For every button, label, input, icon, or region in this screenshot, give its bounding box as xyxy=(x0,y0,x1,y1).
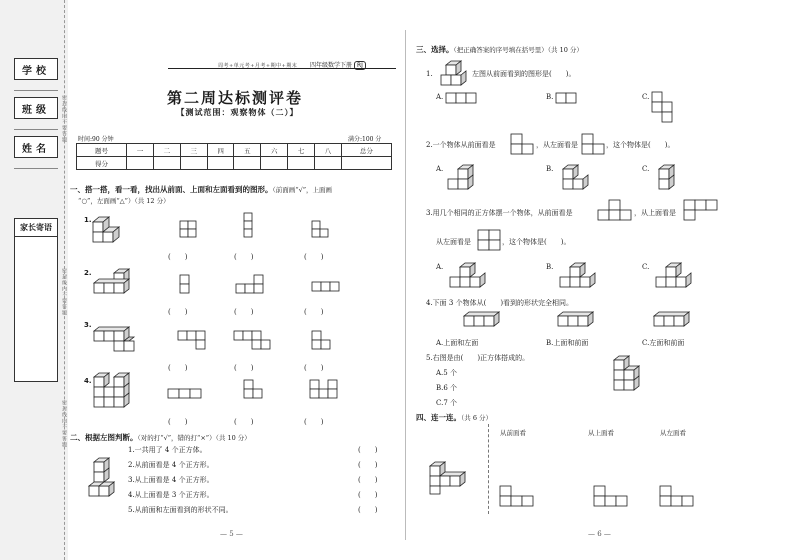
statement-text: 5.从前面和左面看到的形状不同。 xyxy=(128,506,233,514)
school-label: 学校 xyxy=(14,58,58,80)
option-letter[interactable]: C. xyxy=(642,165,650,173)
section2-title xyxy=(70,432,251,443)
section4-note: （共 6 分） xyxy=(461,414,493,422)
option-text[interactable]: B.6 个 xyxy=(436,384,458,392)
section4-title-text: 四、连一连。 xyxy=(416,413,461,422)
option-figure xyxy=(556,93,580,105)
view-figure xyxy=(511,134,537,156)
question-number: 1. xyxy=(426,70,433,78)
test-scope: 【测试范围：观察物体（二）】 xyxy=(176,107,299,117)
judge-paren[interactable]: ( ) xyxy=(358,491,378,499)
matching-divider xyxy=(488,424,489,514)
score-cell: 三 xyxy=(180,144,207,157)
question-text: 左图从前面看到的图形是( )。 xyxy=(472,70,576,78)
judge-paren[interactable]: ( ) xyxy=(358,476,378,484)
solid-figure xyxy=(92,372,138,410)
view-figure xyxy=(312,221,336,237)
score-table-header-row xyxy=(77,144,392,157)
question-text: ，从上面看是 xyxy=(634,209,676,217)
class-label: 班级 xyxy=(14,97,58,119)
option-letter[interactable]: A. xyxy=(436,93,444,101)
question-text: ，这个物体是( )。 xyxy=(502,238,571,246)
section3-title xyxy=(416,44,583,55)
page-title: 第二周达标测评卷 xyxy=(166,89,303,107)
view-figure xyxy=(178,331,208,351)
question-text: 2.一个物体从前面看是 xyxy=(426,141,496,149)
score-cell: 题号 xyxy=(77,144,127,157)
score-cell: 总分 xyxy=(341,144,391,157)
score-cell: 四 xyxy=(207,144,234,157)
option-figure xyxy=(556,262,602,292)
view-figure xyxy=(684,200,724,222)
answer-paren[interactable]: ( ) xyxy=(304,253,324,261)
view-figure xyxy=(598,200,638,222)
item-number: 3. xyxy=(84,321,92,329)
answer-paren[interactable]: ( ) xyxy=(234,364,254,372)
item-number: 4. xyxy=(84,377,92,385)
option-letter[interactable]: A. xyxy=(436,165,444,173)
score-input[interactable] xyxy=(127,157,154,170)
section1-note2: “○”，左面画“△”）（共 12 分） xyxy=(78,197,170,205)
solid-figure xyxy=(606,354,650,400)
answer-paren[interactable]: ( ) xyxy=(168,308,188,316)
score-input[interactable] xyxy=(315,157,342,170)
parent-notes-label: 家长寄语 xyxy=(20,223,52,232)
solid-figure xyxy=(462,310,508,332)
score-input[interactable] xyxy=(153,157,180,170)
judge-paren[interactable]: ( ) xyxy=(358,506,378,514)
item-number: 2. xyxy=(84,269,92,277)
score-input[interactable] xyxy=(341,157,391,170)
view-figure xyxy=(310,380,340,400)
edition-tag: RJ xyxy=(354,61,366,70)
option-figure xyxy=(446,93,480,105)
cut-text: 密封线内不要答题 xyxy=(61,268,67,316)
view-figure xyxy=(236,275,272,299)
option-letter[interactable]: A. xyxy=(436,263,444,271)
option-figure xyxy=(652,262,698,292)
solid-figure xyxy=(438,60,470,86)
view-figure xyxy=(234,331,274,351)
solid-figure xyxy=(92,268,138,298)
question-text: 3.用几个相同的正方体摆一个物体，从前面看是 xyxy=(426,209,573,217)
score-row-label: 得分 xyxy=(77,157,127,170)
time-info: 时间:90 分钟 xyxy=(78,136,114,143)
option-letter[interactable]: B. xyxy=(546,263,554,271)
answer-paren[interactable]: ( ) xyxy=(168,364,188,372)
solid-figure xyxy=(86,456,118,502)
grade-book-label: 四年级数学下册 xyxy=(310,62,353,69)
answer-paren[interactable]: ( ) xyxy=(234,418,254,426)
question-text: 从左面看是 xyxy=(436,238,471,246)
statement-text: 4.从上面看是 3 个正方形。 xyxy=(128,491,214,499)
answer-paren[interactable]: ( ) xyxy=(304,308,324,316)
answer-paren[interactable]: ( ) xyxy=(168,253,188,261)
view-figure xyxy=(478,230,504,252)
view-figure xyxy=(594,486,630,510)
view-figure xyxy=(582,134,608,156)
option-letter[interactable]: C. xyxy=(642,93,650,101)
section2-note: （对的打“√”，错的打“×”）（共 10 分） xyxy=(137,434,251,442)
binding-strip xyxy=(0,0,68,560)
option-figure xyxy=(446,262,492,292)
view-figure xyxy=(180,275,194,299)
score-cell: 五 xyxy=(234,144,261,157)
answer-paren[interactable]: ( ) xyxy=(234,308,254,316)
score-input[interactable] xyxy=(234,157,261,170)
page-number: — 5 — xyxy=(220,530,243,538)
question-text: 5.右图是由( )正方体搭成的。 xyxy=(426,354,530,362)
score-input[interactable] xyxy=(288,157,315,170)
name-field[interactable] xyxy=(14,168,58,169)
name-label: 姓名 xyxy=(14,136,58,158)
parent-notes-box[interactable] xyxy=(14,218,58,382)
statement-text: 2.从前面看是 4 个正方形。 xyxy=(128,461,214,469)
answer-paren[interactable]: ( ) xyxy=(304,364,324,372)
answer-paren[interactable]: ( ) xyxy=(234,253,254,261)
cut-line xyxy=(64,0,65,560)
answer-paren[interactable]: ( ) xyxy=(304,418,324,426)
column-header: 从前面看 xyxy=(500,429,526,437)
score-cell: 二 xyxy=(153,144,180,157)
option-text[interactable]: C.7 个 xyxy=(436,399,458,407)
view-figure xyxy=(660,486,696,510)
score-cell: 一 xyxy=(127,144,154,157)
score-cell: 七 xyxy=(288,144,315,157)
score-input[interactable] xyxy=(207,157,234,170)
page-divider xyxy=(405,30,406,540)
section3-note: （把正确答案的序号填在括号里）（共 10 分） xyxy=(453,46,583,54)
school-field[interactable] xyxy=(14,90,58,91)
option-letter[interactable]: B. xyxy=(546,93,554,101)
option-figure xyxy=(652,92,676,128)
option-text[interactable]: A.5 个 xyxy=(436,369,457,377)
view-figure xyxy=(180,221,200,237)
section1-title-text: 一、搭一搭，看一看，找出从前面、上面和左面看到的图形。 xyxy=(70,185,273,194)
section4-title xyxy=(416,412,492,423)
answer-paren[interactable]: ( ) xyxy=(168,418,188,426)
statement-text: 3.从上面看是 4 个正方形。 xyxy=(128,476,214,484)
score-input[interactable] xyxy=(180,157,207,170)
class-field[interactable] xyxy=(14,129,58,130)
notes-divider xyxy=(15,236,57,237)
statement-text: 1.一共用了 4 个正方体。 xyxy=(128,446,207,454)
page-number: — 6 — xyxy=(588,530,611,538)
header-rule xyxy=(168,68,396,69)
option-text[interactable]: C.左面和前面 xyxy=(642,339,685,347)
section3-title-text: 三、选择。 xyxy=(416,45,454,54)
score-cell: 八 xyxy=(315,144,342,157)
view-figure xyxy=(244,213,254,237)
option-figure xyxy=(556,164,592,194)
column-header: 从上面看 xyxy=(588,429,614,437)
solid-figure xyxy=(90,213,130,247)
cut-text: 密封线内不要答题 xyxy=(61,95,67,143)
solid-figure xyxy=(428,460,478,496)
score-table-score-row xyxy=(77,157,392,170)
full-score: 满分:100 分 xyxy=(348,136,382,143)
section2-title-text: 二、根据左图判断。 xyxy=(70,433,138,442)
view-figure xyxy=(500,486,536,510)
option-text[interactable]: A.上面和左面 xyxy=(436,339,479,347)
view-figure xyxy=(312,282,342,294)
exam-stages: 周考+单元考+月考+期中+期末 xyxy=(218,63,298,69)
judge-paren[interactable]: ( ) xyxy=(358,461,378,469)
option-letter[interactable]: C. xyxy=(642,263,650,271)
option-text[interactable]: B.上面和前面 xyxy=(546,339,589,347)
judge-paren[interactable]: ( ) xyxy=(358,446,378,454)
section1-title xyxy=(70,184,332,195)
score-cell: 六 xyxy=(261,144,288,157)
score-table xyxy=(76,143,392,170)
option-letter[interactable]: B. xyxy=(546,165,554,173)
view-figure xyxy=(168,389,208,401)
solid-figure xyxy=(92,323,140,353)
column-header: 从左面看 xyxy=(660,429,686,437)
option-figure xyxy=(446,164,482,194)
item-number: 1. xyxy=(84,216,92,224)
solid-figure xyxy=(556,310,602,332)
view-figure xyxy=(244,380,266,400)
score-input[interactable] xyxy=(261,157,288,170)
question-text: ，这个物体是( )。 xyxy=(606,141,675,149)
solid-figure xyxy=(652,310,698,332)
question-text: ，从左面看是 xyxy=(536,141,578,149)
section1-note: （前面画“√”，上面画 xyxy=(272,186,333,194)
cut-text: 密封线内不要答题 xyxy=(61,400,67,448)
view-figure xyxy=(312,331,334,351)
question-text: 4.下面 3 个物体从( )看到的形状完全相同。 xyxy=(426,299,574,307)
option-figure xyxy=(652,164,688,194)
